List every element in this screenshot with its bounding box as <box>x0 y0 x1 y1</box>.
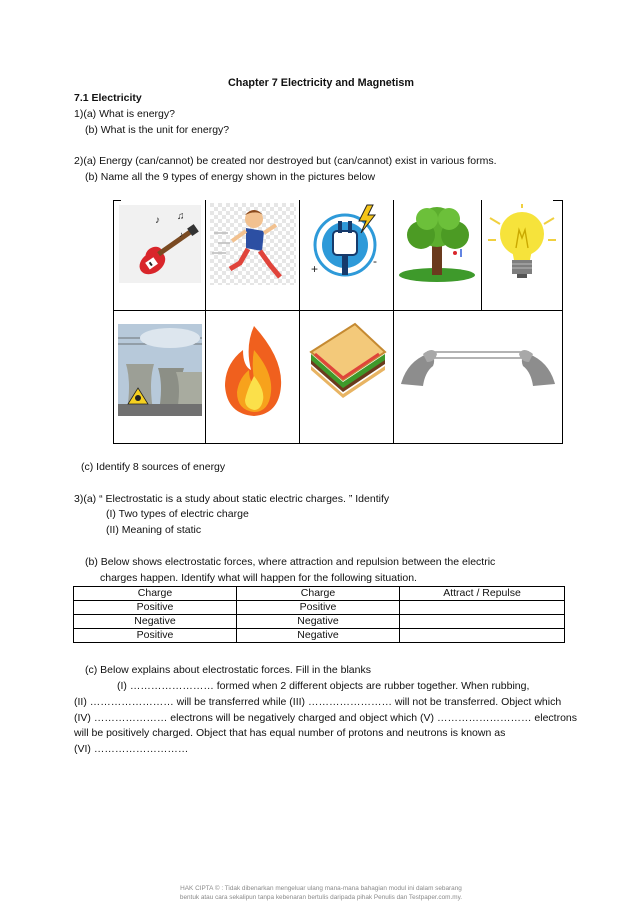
question-3b-line2: charges happen. Identify what will happen for the following situation. <box>100 572 417 584</box>
page-title: Chapter 7 Electricity and Magnetism <box>228 77 414 89</box>
table-row <box>74 601 565 615</box>
nuclear-power-plant-icon <box>118 324 202 416</box>
fire-icon <box>213 320 295 420</box>
fill-blank-line: (II) …………………… will be transferred while (III) …………………… will not be transferred. Object which <box>74 696 562 708</box>
stretched-rubber-band-icon <box>397 332 559 398</box>
table-header-cell: Charge <box>74 587 237 601</box>
svg-text:♪: ♪ <box>179 230 183 239</box>
svg-text:+: + <box>311 262 319 276</box>
svg-text:-: - <box>373 254 377 268</box>
table-cell: Negative <box>74 615 237 629</box>
fill-blank-line: (IV) ………………… electrons will be negatively charged and object which (V) ……………………… electrons <box>74 712 577 724</box>
question-3a-ii: (II) Meaning of static <box>106 524 202 536</box>
fill-blank-line: will be positively charged. Object that has equal number of protons and neutrons is known as <box>74 727 506 739</box>
question-2a: 2)(a) Energy (can/cannot) be created nor destroyed but (can/cannot) exist in various forms. <box>74 155 497 167</box>
question-3a-i: (I) Two types of electric charge <box>106 508 249 520</box>
question-3c: (c) Below explains about electrostatic forces. Fill in the blanks <box>85 664 371 676</box>
answer-cell[interactable] <box>400 629 565 643</box>
svg-text:♪: ♪ <box>155 215 160 226</box>
question-1a: 1)(a) What is energy? <box>74 108 175 120</box>
table-header-row <box>74 587 565 601</box>
fill-blank-line: (VI) ……………………… <box>74 743 189 755</box>
table-header-cell: Attract / Repulse <box>400 587 565 601</box>
table-header-cell: Charge <box>237 587 400 601</box>
running-boy-icon <box>210 203 296 285</box>
table-row <box>74 615 565 629</box>
question-2b: (b) Name all the 9 types of energy shown in the pictures below <box>85 171 376 183</box>
question-3a: 3)(a) “ Electrostatic is a study about static electric charges. ” Identify <box>74 493 390 505</box>
table-cell: Negative <box>237 629 400 643</box>
light-bulb-icon <box>486 204 558 282</box>
electric-guitar-icon <box>119 205 201 283</box>
table-cell: Positive <box>237 601 400 615</box>
copyright-footer-line2: bentuk atau cara sekalipun tanpa kebenaran bertulis daripada pihak Penulis dan Testpaper.com.my. <box>179 894 463 901</box>
section-heading: 7.1 Electricity <box>74 92 142 104</box>
table-cell: Negative <box>237 615 400 629</box>
question-3b-line1: (b) Below shows electrostatic forces, where attraction and repulsion between the electric <box>85 556 496 568</box>
answer-cell[interactable] <box>400 615 565 629</box>
tree-icon <box>397 203 479 283</box>
table-cell: Positive <box>74 601 237 615</box>
energy-image-grid <box>113 200 563 444</box>
electric-plug-icon <box>303 201 389 287</box>
electrostatic-forces-table <box>73 586 565 643</box>
fill-blank-line: (I) …………………… formed when 2 different objects are rubber together. When rubbing, <box>117 680 530 692</box>
copyright-footer-line1: HAK CIPTA © : Tidak dibenarkan mengeluar ulang mana-mana bahagian modul ini dalam sebarang <box>180 885 462 892</box>
question-2c: (c) Identify 8 sources of energy <box>81 461 226 473</box>
question-1b: (b) What is the unit for energy? <box>85 124 230 136</box>
sandwich-icon <box>305 318 389 398</box>
table-row <box>74 629 565 643</box>
svg-text:♫: ♫ <box>177 211 185 222</box>
table-cell: Positive <box>74 629 237 643</box>
answer-cell[interactable] <box>400 601 565 615</box>
